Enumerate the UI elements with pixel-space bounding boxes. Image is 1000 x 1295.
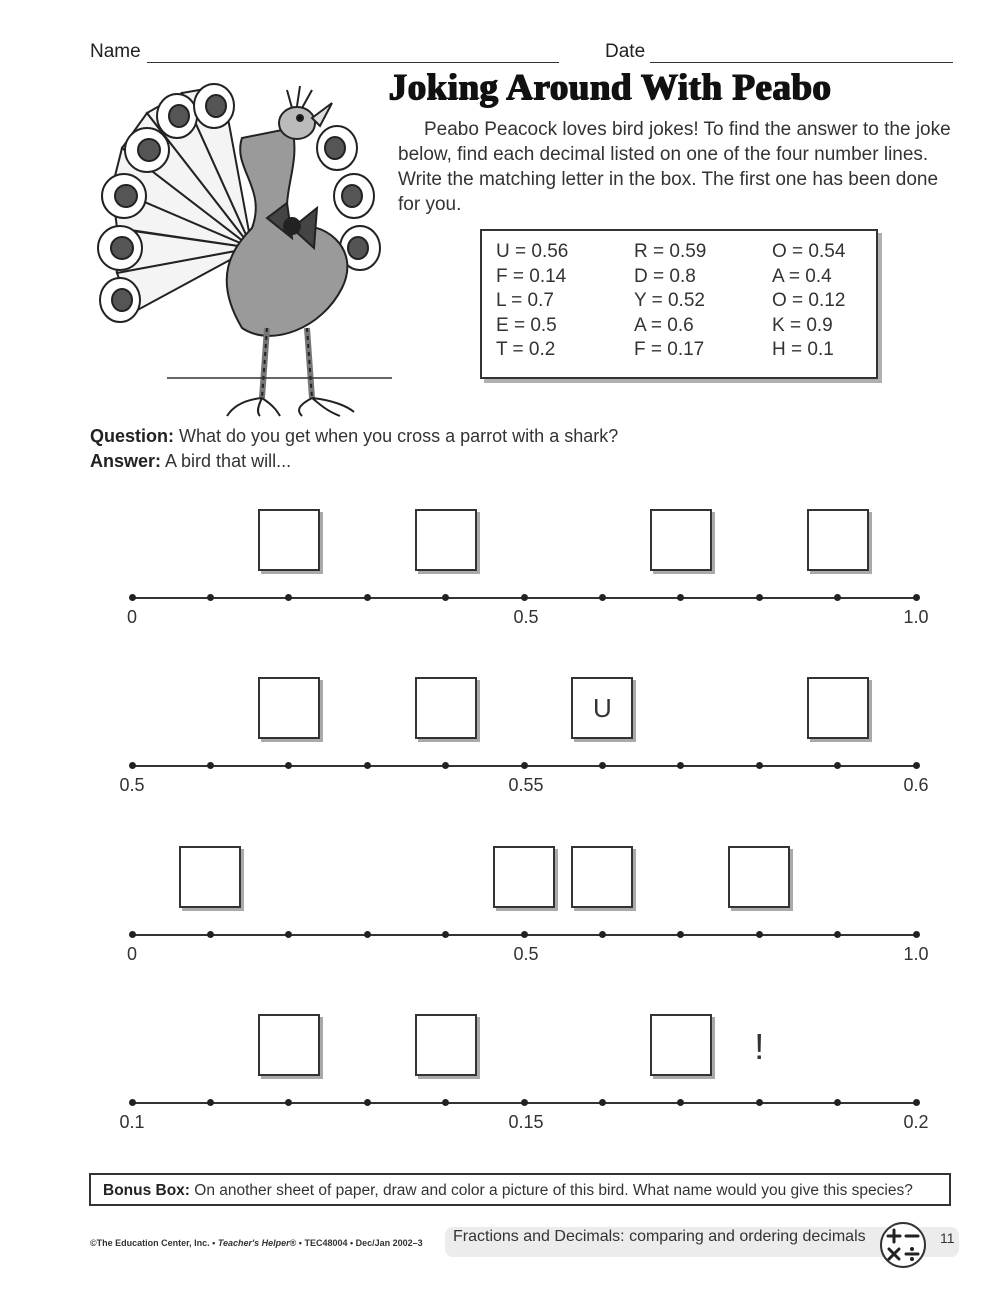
bonus-box — [89, 1173, 951, 1206]
tick-dot — [521, 762, 528, 769]
tick-dot — [285, 931, 292, 938]
number-line-row — [0, 1002, 1000, 1162]
tick-dot — [756, 931, 763, 938]
tick-label: 0 — [126, 944, 137, 964]
answer-box[interactable] — [807, 677, 869, 739]
tick-dot — [677, 762, 684, 769]
question-label: Question: — [90, 426, 174, 446]
tick-dot — [442, 594, 449, 601]
tick-dot — [207, 1099, 214, 1106]
bonus-text: On another sheet of paper, draw and color a picture of this bird. What name would you give this species? — [189, 1182, 913, 1199]
name-label: Name — [90, 41, 141, 62]
tick-dot — [207, 762, 214, 769]
tick-dot — [129, 1099, 136, 1106]
tick-dot — [834, 931, 841, 938]
footer-topic: Fractions and Decimals: comparing and ordering decimals — [453, 1228, 866, 1245]
tick-dot — [677, 594, 684, 601]
tick-dot — [756, 762, 763, 769]
key-entry: O = 0.54 — [772, 241, 846, 262]
answer-box[interactable] — [179, 846, 241, 908]
answer-body: A bird that will... — [161, 451, 292, 471]
tick-label: 0.6 — [903, 775, 929, 795]
footer-publisher-rest: ® • TEC48004 • Dec/Jan 2002–3 — [289, 1238, 423, 1248]
answer-box[interactable] — [258, 1014, 320, 1076]
answer-box[interactable]: U — [571, 677, 633, 739]
tick-dot — [913, 762, 920, 769]
tick-dot — [599, 1099, 606, 1106]
tick-dot — [756, 594, 763, 601]
answer-box[interactable] — [415, 1014, 477, 1076]
tick-dot — [599, 594, 606, 601]
tick-dot — [129, 931, 136, 938]
tick-label: 0.5 — [513, 944, 539, 964]
tick-dot — [913, 594, 920, 601]
key-entry: K = 0.9 — [772, 314, 833, 336]
question-body: What do you get when you cross a parrot with a shark? — [174, 426, 619, 446]
tick-dot — [834, 762, 841, 769]
tick-dot — [129, 594, 136, 601]
key-entry: L = 0.7 — [496, 290, 554, 312]
tick-label: 1.0 — [903, 944, 929, 964]
tick-dot — [599, 762, 606, 769]
tick-label: 1.0 — [903, 607, 929, 627]
key-entry: U = 0.56 — [496, 241, 569, 262]
decimal-key-box — [480, 229, 878, 379]
answer-box[interactable] — [650, 1014, 712, 1076]
number-line-row — [0, 497, 1000, 657]
key-entry: H = 0.1 — [772, 339, 834, 361]
question-text — [90, 426, 618, 447]
tick-dot — [364, 931, 371, 938]
footer-magazine: Teacher's Helper — [217, 1238, 290, 1248]
tick-dot — [677, 1099, 684, 1106]
tick-dot — [834, 594, 841, 601]
key-entry: O = 0.12 — [772, 290, 846, 312]
exclamation-mark: ! — [754, 1026, 765, 1067]
key-entry: R = 0.59 — [634, 241, 707, 262]
tick-label: 0.2 — [903, 1112, 929, 1132]
tick-dot — [599, 931, 606, 938]
math-operations-icon — [878, 1220, 928, 1270]
answer-text — [90, 451, 291, 472]
tick-dot — [364, 762, 371, 769]
tick-dot — [442, 1099, 449, 1106]
intro-text: Peabo Peacock loves bird jokes! To find the answer to the joke below, find each decimal listed on one of the four number lines. Write the matching letter in the box. The first one has been done for you. — [398, 119, 951, 215]
answer-box[interactable] — [728, 846, 790, 908]
answer-box[interactable] — [258, 677, 320, 739]
key-entry: A = 0.6 — [634, 314, 694, 336]
page-number: 11 — [940, 1230, 955, 1246]
tick-label: 0.55 — [508, 775, 544, 795]
tick-dot — [364, 1099, 371, 1106]
tick-label: 0 — [126, 607, 137, 627]
key-entry: Y = 0.52 — [634, 290, 705, 312]
tick-dot — [442, 931, 449, 938]
tick-dot — [677, 931, 684, 938]
answer-box[interactable] — [807, 509, 869, 571]
footer-credit — [90, 1238, 423, 1248]
tick-label: 0.5 — [513, 607, 539, 627]
tick-dot — [364, 594, 371, 601]
number-line-row — [0, 665, 1000, 825]
key-entry: T = 0.2 — [496, 339, 556, 361]
tick-dot — [207, 931, 214, 938]
tick-dot — [521, 931, 528, 938]
tick-dot — [442, 762, 449, 769]
key-entry: F = 0.17 — [634, 339, 705, 361]
tick-dot — [913, 931, 920, 938]
answer-box[interactable] — [493, 846, 555, 908]
key-entry: A = 0.4 — [772, 265, 832, 287]
tick-label: 0.15 — [508, 1112, 544, 1132]
key-entry: D = 0.8 — [634, 265, 696, 287]
answer-label: Answer: — [90, 451, 162, 471]
name-field[interactable] — [147, 62, 559, 63]
page-title: Joking Around With Peabo — [388, 67, 831, 108]
tick-dot — [285, 1099, 292, 1106]
date-label: Date — [605, 41, 646, 62]
number-line-row — [0, 834, 1000, 994]
tick-dot — [129, 762, 136, 769]
answer-box[interactable] — [258, 509, 320, 571]
answer-box[interactable] — [650, 509, 712, 571]
tick-dot — [285, 594, 292, 601]
tick-dot — [521, 1099, 528, 1106]
tick-label: 0.1 — [119, 1112, 145, 1132]
tick-dot — [285, 762, 292, 769]
answer-box[interactable] — [415, 509, 477, 571]
date-field[interactable] — [650, 62, 953, 63]
bonus-label: Bonus Box: — [103, 1182, 190, 1199]
key-entry: F = 0.14 — [496, 265, 567, 287]
tick-dot — [207, 594, 214, 601]
tick-label: 0.5 — [119, 775, 145, 795]
tick-dot — [913, 1099, 920, 1106]
answer-box[interactable] — [571, 846, 633, 908]
tick-dot — [521, 594, 528, 601]
key-entry: E = 0.5 — [496, 314, 557, 336]
tick-dot — [756, 1099, 763, 1106]
peacock-icon — [92, 78, 392, 418]
footer-publisher: ©The Education Center, Inc. • — [90, 1238, 216, 1248]
tick-dot — [834, 1099, 841, 1106]
answer-box[interactable] — [415, 677, 477, 739]
